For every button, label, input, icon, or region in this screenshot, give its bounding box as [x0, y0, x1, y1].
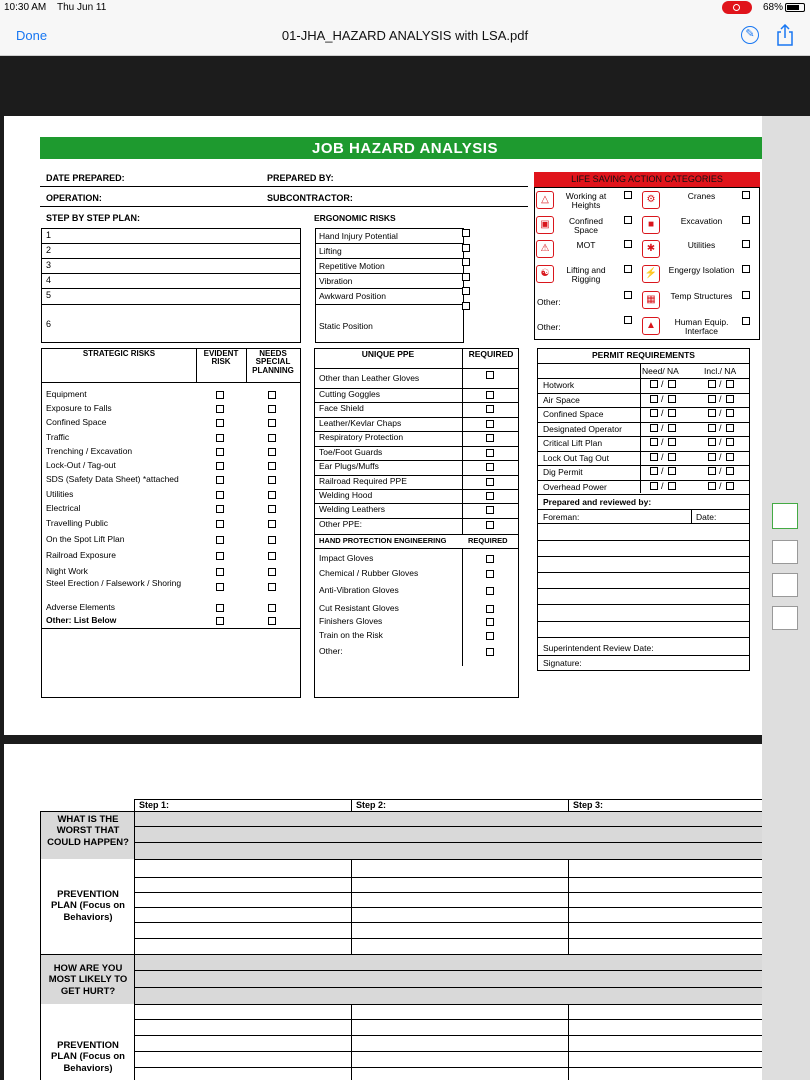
signature-line — [537, 637, 750, 638]
likely-label: HOW ARE YOU MOST LIKELY TO GET HURT? — [48, 963, 128, 997]
grid-line — [134, 1004, 762, 1005]
needs-checkbox[interactable] — [268, 448, 276, 456]
evident-checkbox[interactable] — [216, 617, 224, 625]
lsa-icon: ⚠ — [536, 240, 554, 258]
hand-protection-header: HAND PROTECTION ENGINEERING — [319, 536, 447, 545]
lsa-right-checkbox[interactable] — [742, 291, 750, 299]
step-number: 5 — [46, 290, 52, 300]
lsa-left-item: Working at Heights — [565, 191, 607, 210]
status-time: 10:30 AM — [4, 2, 47, 13]
share-icon[interactable] — [776, 24, 794, 46]
strategic-item: Utilities — [46, 489, 74, 499]
ppe-item: Respiratory Protection — [319, 432, 404, 442]
date-label: Date: — [696, 512, 717, 522]
ppe-item: Face Shield — [319, 403, 364, 413]
operation-label: OPERATION: — [46, 193, 102, 203]
needs-checkbox[interactable] — [268, 491, 276, 499]
worst-label: WHAT IS THE WORST THAT COULD HAPPEN? — [47, 814, 129, 848]
evident-checkbox[interactable] — [216, 448, 224, 456]
lsa-icon: △ — [536, 191, 554, 209]
superintendent-label: Superintendent Review Date: — [543, 643, 654, 653]
slash: / — [719, 452, 722, 462]
lsa-left-item: MOT — [576, 240, 596, 250]
incl-checkbox[interactable] — [708, 424, 716, 432]
slash: / — [719, 408, 722, 418]
need-checkbox[interactable] — [650, 482, 658, 490]
ppe-item: Welding Leathers — [319, 504, 385, 514]
status-date: Thu Jun 11 — [57, 2, 107, 13]
lsa-icon: ▦ — [642, 291, 660, 309]
evident-checkbox[interactable] — [216, 462, 224, 470]
step-row-divider — [41, 258, 301, 259]
na-checkbox[interactable] — [668, 438, 676, 446]
ergo-checkbox[interactable] — [462, 302, 470, 310]
strategic-item: Railroad Exposure — [46, 550, 116, 560]
incl-na-checkbox[interactable] — [726, 424, 734, 432]
lsa-right-item: Engergy Isolation — [668, 265, 735, 275]
ergonomic-header: ERGONOMIC RISKS — [314, 213, 396, 223]
grid-line — [134, 877, 762, 878]
strategic-item: Confined Space — [46, 417, 107, 427]
incl-na-checkbox[interactable] — [726, 453, 734, 461]
hand-item: Cut Resistant Gloves — [319, 603, 399, 613]
incl-na-checkbox[interactable] — [726, 395, 734, 403]
step-row-divider — [41, 243, 301, 244]
worst-band — [40, 811, 762, 859]
lsa-right-item: Cranes — [687, 191, 716, 201]
need-checkbox[interactable] — [650, 409, 658, 417]
strategic-item: Exposure to Falls — [46, 403, 112, 413]
incl-checkbox[interactable] — [708, 409, 716, 417]
permit-title: PERMIT REQUIREMENTS — [592, 350, 695, 360]
ppe-item: Railroad Required PPE — [319, 476, 407, 486]
need-checkbox[interactable] — [650, 424, 658, 432]
incl-checkbox[interactable] — [708, 482, 716, 490]
lsa-right-item: Utilities — [687, 240, 716, 250]
prevention-label-2: PREVENTION PLAN (Focus on Behaviors) — [44, 1040, 132, 1074]
incl-checkbox[interactable] — [708, 467, 716, 475]
ppe-item: Other PPE: — [319, 519, 362, 529]
slash: / — [719, 481, 722, 491]
na-checkbox[interactable] — [668, 453, 676, 461]
incl-na-checkbox[interactable] — [726, 438, 734, 446]
nav-bar — [0, 16, 810, 56]
step-number: 1 — [46, 230, 52, 240]
ergo-item: Repetitive Motion — [319, 261, 385, 271]
page-thumbnail[interactable] — [772, 606, 798, 630]
signature-line — [537, 588, 750, 589]
hand-checkbox[interactable] — [486, 648, 494, 656]
ppe-item: Leather/Kevlar Chaps — [319, 418, 402, 428]
ppe-checkbox[interactable] — [486, 449, 494, 457]
need-checkbox[interactable] — [650, 467, 658, 475]
na-checkbox[interactable] — [668, 395, 676, 403]
grid-line — [134, 970, 762, 971]
done-button[interactable]: Done — [16, 28, 48, 43]
step3-label: Step 3: — [573, 800, 604, 810]
slash: / — [719, 394, 722, 404]
lsa-icon: ⚙ — [642, 191, 660, 209]
step-number: 3 — [46, 260, 52, 270]
permit-col-incl: Incl./ NA — [704, 366, 737, 376]
need-checkbox[interactable] — [650, 395, 658, 403]
ergo-checkbox[interactable] — [462, 244, 470, 252]
needs-checkbox[interactable] — [268, 391, 276, 399]
evident-checkbox[interactable] — [216, 476, 224, 484]
needs-checkbox[interactable] — [268, 604, 276, 612]
ppe-item: Toe/Foot Guards — [319, 447, 383, 457]
lsa-other-1: Other: — [537, 297, 561, 307]
lsa-icon: ✱ — [642, 240, 660, 258]
ppe-checkbox[interactable] — [486, 478, 494, 486]
permit-item: Air Space — [543, 395, 580, 405]
evident-checkbox[interactable] — [216, 604, 224, 612]
prepared-by-label: PREPARED BY: — [267, 173, 334, 183]
lsa-right-checkbox[interactable] — [742, 240, 750, 248]
step-row-divider — [41, 288, 301, 289]
signature-label: Signature: — [543, 658, 582, 668]
na-checkbox[interactable] — [668, 409, 676, 417]
incl-na-checkbox[interactable] — [726, 380, 734, 388]
permit-col-need: Need/ NA — [642, 366, 679, 376]
ppe-item: Ear Plugs/Muffs — [319, 461, 379, 471]
evident-checkbox[interactable] — [216, 491, 224, 499]
needs-checkbox[interactable] — [268, 552, 276, 560]
step-plan-box — [41, 228, 301, 343]
slash: / — [661, 379, 664, 389]
ergo-checkbox[interactable] — [462, 258, 470, 266]
ppe-checkbox[interactable] — [486, 420, 494, 428]
page-thumbnail[interactable] — [772, 540, 798, 564]
strategic-item: Night Work — [46, 566, 88, 576]
step2-label: Step 2: — [356, 800, 387, 810]
signature-line — [537, 621, 750, 622]
ergo-item: Hand Injury Potential — [319, 231, 398, 241]
permit-item: Designated Operator — [543, 424, 622, 434]
ergo-item: Awkward Position — [319, 291, 386, 301]
lsa-icon: ☯ — [536, 265, 554, 283]
incl-checkbox[interactable] — [708, 438, 716, 446]
evident-checkbox[interactable] — [216, 505, 224, 513]
lsa-icon: ⚡ — [642, 265, 660, 283]
needs-header: NEEDS SPECIAL PLANNING — [252, 349, 294, 375]
hand-checkbox[interactable] — [486, 570, 494, 578]
banner-title: JOB HAZARD ANALYSIS — [312, 140, 498, 157]
strategic-item: Traffic — [46, 432, 70, 442]
markup-icon[interactable]: ✎ — [741, 26, 759, 44]
step-row-divider — [41, 304, 301, 305]
needs-checkbox[interactable] — [268, 505, 276, 513]
slash: / — [719, 437, 722, 447]
incl-na-checkbox[interactable] — [726, 482, 734, 490]
need-checkbox[interactable] — [650, 380, 658, 388]
lsa-title: LIFE SAVING ACTION CATEGORIES — [571, 174, 723, 184]
lsa-icon: ▲ — [642, 317, 660, 335]
foreman-label: Foreman: — [543, 512, 580, 522]
signature-line — [537, 572, 750, 573]
ppe-checkbox[interactable] — [486, 463, 494, 471]
hand-item: Chemical / Rubber Gloves — [319, 568, 419, 578]
evident-checkbox[interactable] — [216, 520, 224, 528]
grid-line — [134, 987, 762, 988]
strategic-header: STRATEGIC RISKS — [82, 349, 156, 358]
slash: / — [661, 408, 664, 418]
slash: / — [719, 423, 722, 433]
need-checkbox[interactable] — [650, 438, 658, 446]
hand-checkbox[interactable] — [486, 605, 494, 613]
ergo-checkbox[interactable] — [462, 273, 470, 281]
slash: / — [719, 466, 722, 476]
pdf-page-2 — [4, 744, 762, 1080]
evident-checkbox[interactable] — [216, 552, 224, 560]
strategic-item: Adverse Elements — [46, 602, 115, 612]
ppe-checkbox[interactable] — [486, 371, 494, 379]
grid-line — [134, 811, 762, 812]
permit-date-divider — [691, 509, 692, 523]
slash: / — [661, 466, 664, 476]
ergo-item: Vibration — [319, 276, 353, 286]
evident-checkbox[interactable] — [216, 405, 224, 413]
lsa-left-checkbox[interactable] — [624, 216, 632, 224]
need-checkbox[interactable] — [650, 453, 658, 461]
ergo-checkbox[interactable] — [462, 229, 470, 237]
na-checkbox[interactable] — [668, 482, 676, 490]
slash: / — [661, 452, 664, 462]
lsa-left-item: Confined Space — [568, 216, 604, 235]
permit-item: Hotwork — [543, 380, 575, 390]
ergo-row-divider — [315, 243, 464, 244]
evident-checkbox[interactable] — [216, 434, 224, 442]
incl-checkbox[interactable] — [708, 380, 716, 388]
lsa-icon: ▣ — [536, 216, 554, 234]
hand-required-header: REQUIRED — [468, 536, 508, 545]
ppe-required-header: REQUIRED — [468, 349, 514, 359]
incl-checkbox[interactable] — [708, 395, 716, 403]
signature-line — [537, 604, 750, 605]
strategic-item: SDS (Safety Data Sheet) *attached — [46, 474, 179, 484]
recording-indicator-icon[interactable] — [722, 1, 752, 14]
permit-col-divider — [640, 363, 641, 493]
ergo-item: Lifting — [319, 246, 342, 256]
permit-item: Overhead Power — [543, 482, 607, 492]
likely-band — [40, 954, 762, 1004]
lsa-right-checkbox[interactable] — [742, 216, 750, 224]
permit-item: Dig Permit — [543, 467, 583, 477]
status-bar — [0, 0, 810, 16]
hand-checkbox[interactable] — [486, 555, 494, 563]
ppe-header: UNIQUE PPE — [361, 349, 415, 359]
strategic-item: Equipment — [46, 389, 87, 399]
needs-checkbox[interactable] — [268, 419, 276, 427]
step-number: 2 — [46, 245, 52, 255]
battery-icon — [785, 3, 805, 12]
strategic-item: Electrical — [46, 503, 81, 513]
signature-line — [537, 540, 750, 541]
slash: / — [661, 423, 664, 433]
grid-line — [134, 859, 762, 860]
incl-na-checkbox[interactable] — [726, 467, 734, 475]
step-row-divider — [41, 273, 301, 274]
subcontractor-label: SUBCONTRACTOR: — [267, 193, 353, 203]
step1-label: Step 1: — [139, 800, 170, 810]
permit-divider — [537, 509, 750, 510]
step-plan-label: STEP BY STEP PLAN: — [46, 213, 141, 223]
thumbnail-strip — [762, 116, 810, 1080]
strategic-item: Steel Erection / Falsework / Shoring — [46, 578, 182, 588]
evident-checkbox[interactable] — [216, 583, 224, 591]
evident-header: EVIDENT RISK — [203, 349, 239, 367]
grid-line — [134, 1035, 762, 1036]
strategic-item: Lock-Out / Tag-out — [46, 460, 116, 470]
hand-checkbox[interactable] — [486, 587, 494, 595]
hand-item: Impact Gloves — [319, 553, 374, 563]
lsa-right-item: Human Equip. Interface — [674, 317, 729, 336]
lsa-right-checkbox[interactable] — [742, 317, 750, 325]
lsa-icon: ■ — [642, 216, 660, 234]
grid-line — [134, 938, 762, 939]
ppe-checkbox[interactable] — [486, 506, 494, 514]
date-prepared-label: DATE PREPARED: — [46, 173, 125, 183]
ergo-row-divider — [315, 304, 464, 305]
na-checkbox[interactable] — [668, 467, 676, 475]
ppe-checkbox[interactable] — [486, 521, 494, 529]
grid-line — [134, 1067, 762, 1068]
ppe-item: Cutting Goggles — [319, 389, 380, 399]
ppe-checkbox[interactable] — [486, 405, 494, 413]
grid-line — [134, 954, 762, 955]
lsa-right-checkbox[interactable] — [742, 191, 750, 199]
ppe-item: Welding Hood — [319, 490, 373, 500]
lsa-left-checkbox[interactable] — [624, 265, 632, 273]
na-checkbox[interactable] — [668, 380, 676, 388]
permit-item: Critical Lift Plan — [543, 438, 603, 448]
evident-checkbox[interactable] — [216, 391, 224, 399]
grid-line — [134, 922, 762, 923]
slash: / — [661, 481, 664, 491]
lsa-other2-checkbox[interactable] — [624, 316, 632, 324]
strategic-item: Other: List Below — [46, 615, 117, 625]
pdf-page-1 — [4, 116, 762, 735]
battery-percent: 68% — [763, 2, 784, 13]
ergo-checkbox[interactable] — [462, 287, 470, 295]
ppe-item: Other than Leather Gloves — [319, 373, 420, 383]
lsa-right-checkbox[interactable] — [742, 265, 750, 273]
strategic-item: On the Spot Lift Plan — [46, 534, 125, 544]
lsa-right-item: Temp Structures — [670, 291, 733, 301]
step-number: 4 — [46, 275, 52, 285]
slash: / — [719, 379, 722, 389]
slash: / — [661, 437, 664, 447]
lsa-header — [534, 172, 760, 187]
evident-checkbox[interactable] — [216, 568, 224, 576]
prepared-reviewed: Prepared and reviewed by: — [543, 497, 652, 507]
prevention-label-1: PREVENTION PLAN (Focus on Behaviors) — [44, 889, 132, 923]
grid-line — [134, 826, 762, 827]
ergo-row-divider — [315, 273, 464, 274]
needs-checkbox[interactable] — [268, 568, 276, 576]
ergo-row-divider — [315, 288, 464, 289]
permit-divider — [537, 523, 750, 524]
permit-item: Lock Out Tag Out — [543, 453, 609, 463]
lsa-right-item: Excavation — [680, 216, 723, 226]
slash: / — [661, 394, 664, 404]
needs-checkbox[interactable] — [268, 536, 276, 544]
needs-checkbox[interactable] — [268, 617, 276, 625]
strategic-item: Travelling Public — [46, 518, 109, 528]
ppe-checkbox[interactable] — [486, 391, 494, 399]
page-thumbnail[interactable] — [772, 503, 798, 529]
banner — [40, 137, 762, 159]
document-title: 01-JHA_HAZARD ANALYSIS with LSA.pdf — [281, 28, 529, 43]
grid-line — [134, 1019, 762, 1020]
hand-item: Finishers Gloves — [319, 616, 383, 626]
evident-checkbox[interactable] — [216, 419, 224, 427]
hand-checkbox[interactable] — [486, 632, 494, 640]
grid-line — [134, 892, 762, 893]
lsa-other-2: Other: — [537, 322, 561, 332]
ppe-checkbox[interactable] — [486, 492, 494, 500]
strategic-divider — [41, 628, 301, 629]
lsa-other1-checkbox[interactable] — [624, 291, 632, 299]
ergo-row-divider — [315, 258, 464, 259]
grid-line — [134, 842, 762, 843]
permit-divider — [537, 494, 750, 495]
step-number: 6 — [46, 319, 52, 329]
needs-checkbox[interactable] — [268, 476, 276, 484]
hand-item: Anti-Vibration Gloves — [319, 585, 399, 595]
grid-line — [134, 1051, 762, 1052]
permit-item: Confined Space — [543, 409, 604, 419]
lsa-left-item: Lifting and Rigging — [566, 265, 606, 284]
hand-item: Other: — [319, 646, 343, 656]
needs-checkbox[interactable] — [268, 434, 276, 442]
lsa-left-checkbox[interactable] — [624, 191, 632, 199]
na-checkbox[interactable] — [668, 424, 676, 432]
hand-checkbox[interactable] — [486, 618, 494, 626]
permit-divider — [537, 655, 750, 656]
hand-item: Train on the Risk — [319, 630, 383, 640]
incl-na-checkbox[interactable] — [726, 409, 734, 417]
evident-checkbox[interactable] — [216, 536, 224, 544]
lsa-left-checkbox[interactable] — [624, 240, 632, 248]
needs-checkbox[interactable] — [268, 405, 276, 413]
needs-checkbox[interactable] — [268, 583, 276, 591]
grid-line — [134, 907, 762, 908]
incl-checkbox[interactable] — [708, 453, 716, 461]
ppe-checkbox[interactable] — [486, 434, 494, 442]
page-thumbnail[interactable] — [772, 573, 798, 597]
ergo-item: Static Position — [319, 321, 373, 331]
signature-line — [537, 556, 750, 557]
needs-checkbox[interactable] — [268, 462, 276, 470]
strategic-item: Trenching / Excavation — [46, 446, 133, 456]
needs-checkbox[interactable] — [268, 520, 276, 528]
